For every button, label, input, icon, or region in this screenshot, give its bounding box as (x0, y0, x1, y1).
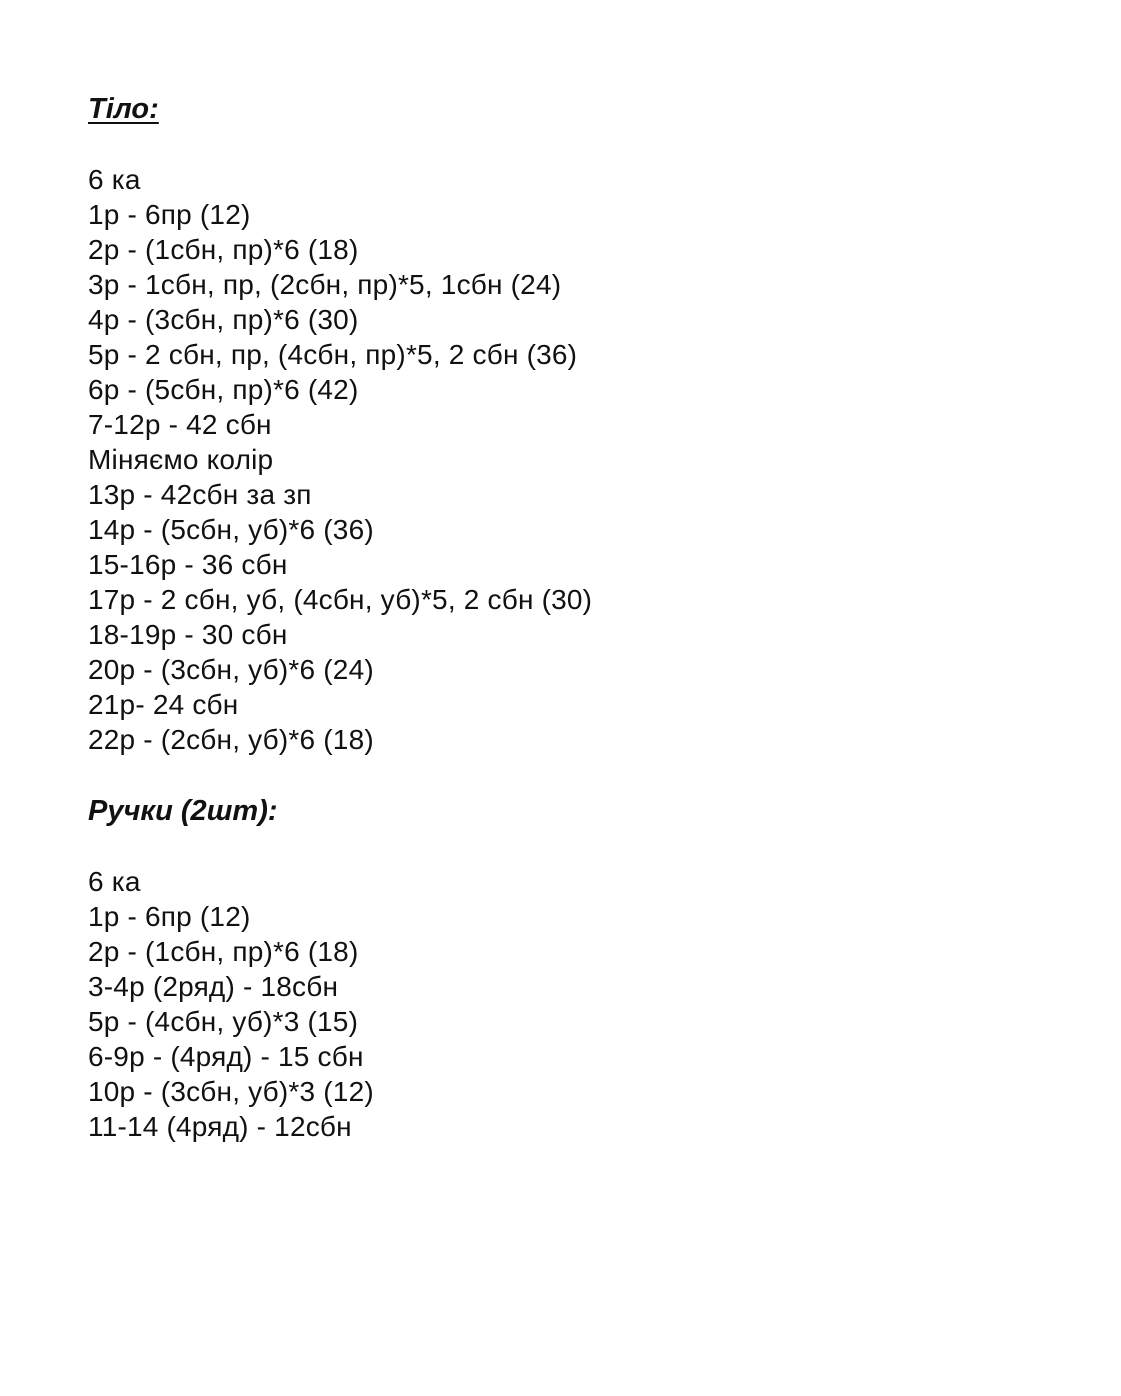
instruction-line: 7-12р - 42 сбн (88, 409, 272, 440)
instruction-line: 11-14 (4ряд) - 12сбн (88, 1111, 352, 1142)
instruction-line: 20р - (3сбн, уб)*6 (24) (88, 654, 374, 685)
instruction-line: 3р - 1сбн, пр, (2сбн, пр)*5, 1сбн (24) (88, 269, 562, 300)
instruction-line: Міняємо колір (88, 444, 274, 475)
instruction-line: 6-9р - (4ряд) - 15 сбн (88, 1041, 364, 1072)
section-arms (88, 788, 374, 1144)
instruction-line: 22р - (2сбн, уб)*6 (18) (88, 724, 374, 755)
instruction-line: 6р - (5сбн, пр)*6 (42) (88, 374, 359, 405)
instruction-line: 14р - (5сбн, уб)*6 (36) (88, 514, 374, 545)
instruction-list-arms (88, 864, 374, 1144)
instruction-line: 4р - (3сбн, пр)*6 (30) (88, 304, 359, 335)
instruction-line: 15-16р - 36 сбн (88, 549, 288, 580)
instruction-line: 2р - (1сбн, пр)*6 (18) (88, 234, 359, 265)
instruction-line: 13р - 42сбн за зп (88, 479, 312, 510)
instruction-line: 2р - (1сбн, пр)*6 (18) (88, 936, 359, 967)
section-body (88, 86, 592, 757)
instruction-line: 5р - 2 сбн, пр, (4сбн, пр)*5, 2 сбн (36) (88, 339, 578, 370)
instruction-line: 10р - (3сбн, уб)*3 (12) (88, 1076, 374, 1107)
section-heading-body: Тіло: (88, 93, 159, 125)
instruction-line: 3-4р (2ряд) - 18сбн (88, 971, 339, 1002)
instruction-line: 5р - (4сбн, уб)*3 (15) (88, 1006, 359, 1037)
instruction-line: 6 ка (88, 164, 141, 195)
instruction-line: 1р - 6пр (12) (88, 199, 251, 230)
instruction-line: 21р- 24 сбн (88, 689, 239, 720)
instruction-line: 18-19р - 30 сбн (88, 619, 288, 650)
instruction-list-body (88, 162, 592, 757)
instruction-line: 17р - 2 сбн, уб, (4сбн, уб)*5, 2 сбн (30) (88, 584, 593, 615)
instruction-line: 6 ка (88, 866, 141, 897)
instruction-line: 1р - 6пр (12) (88, 901, 251, 932)
section-heading-arms: Ручки (2шт): (88, 795, 278, 827)
